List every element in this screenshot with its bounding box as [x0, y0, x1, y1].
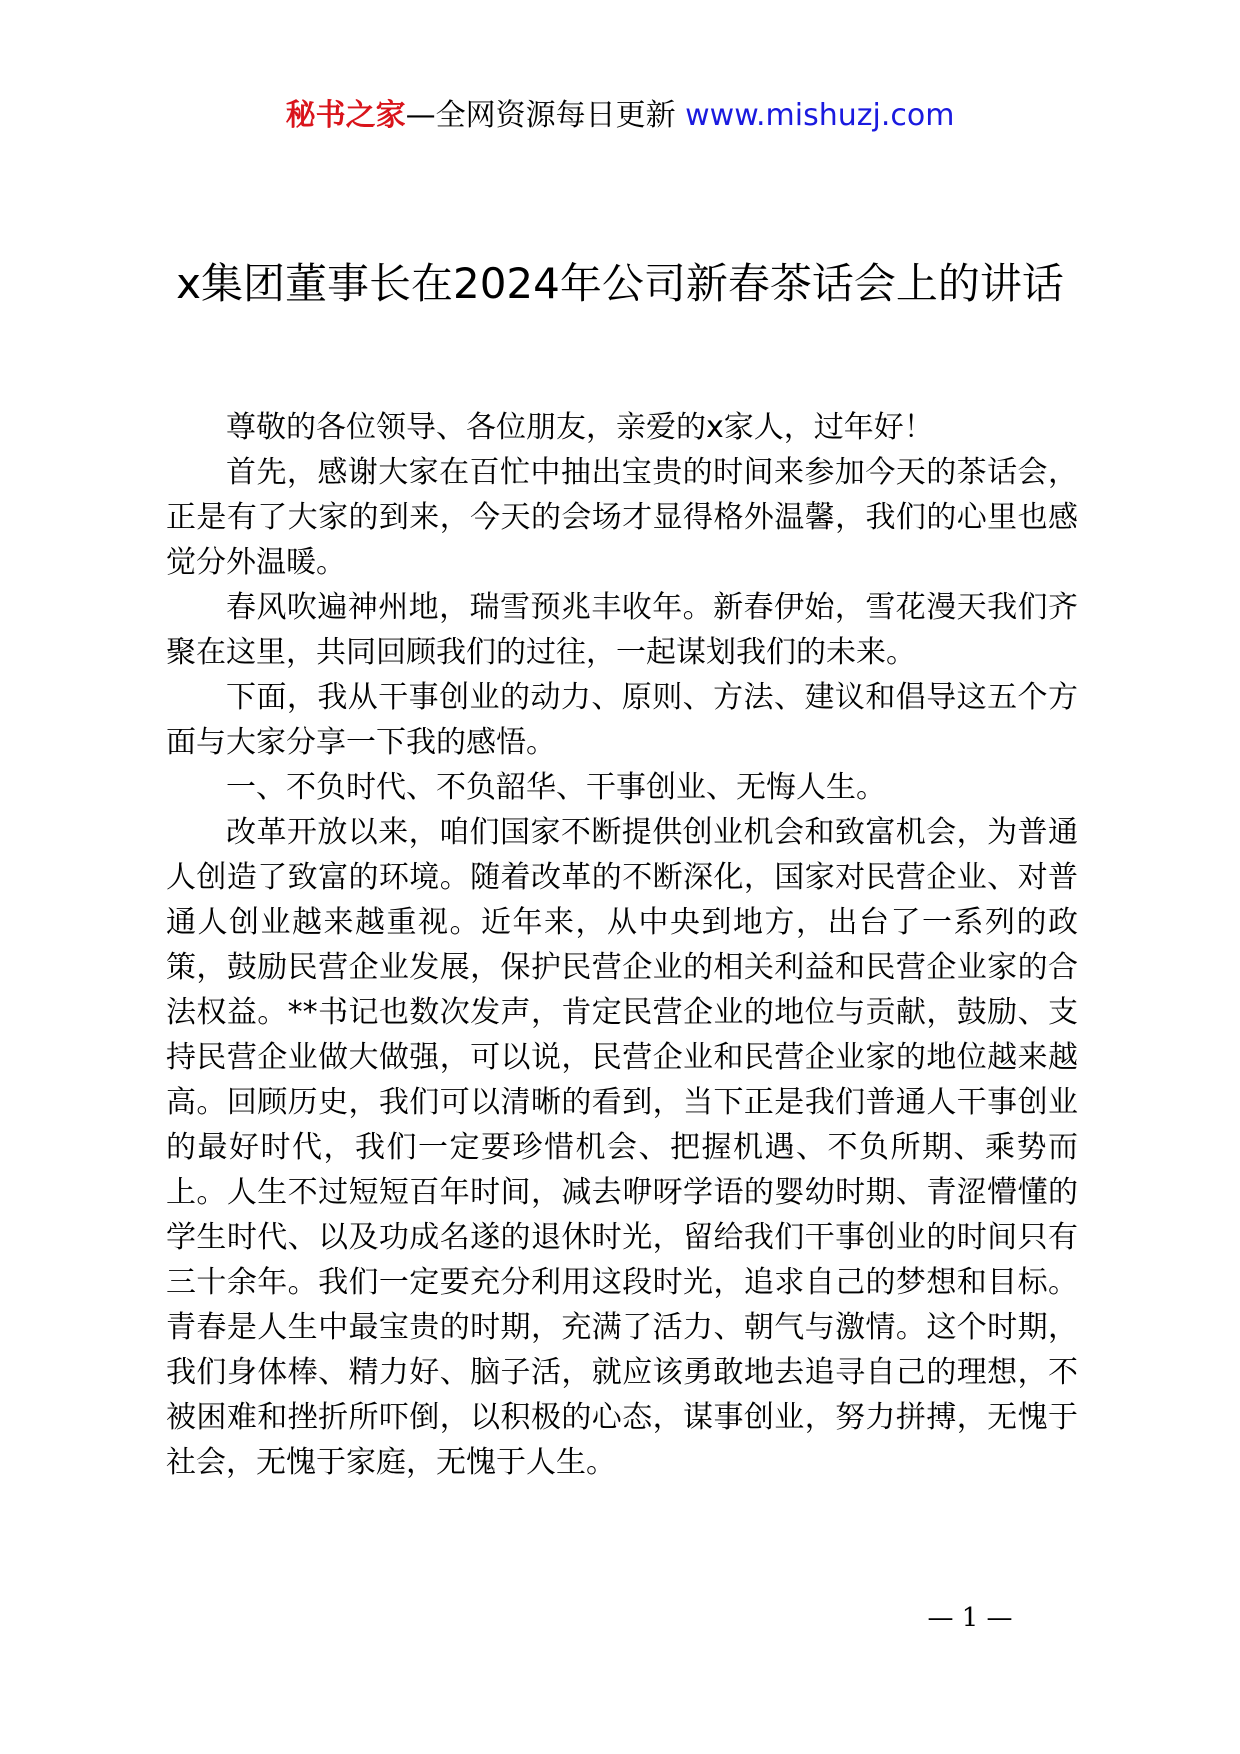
body-paragraph: 下面，我从干事创业的动力、原则、方法、建议和倡导这五个方面与大家分享一下我的感悟。 [166, 680, 1078, 760]
page-number: — 1 — [927, 1603, 1013, 1633]
body-paragraph: 首先，感谢大家在百忙中抽出宝贵的时间来参加今天的茶话会，正是有了大家的到来，今天的会场才显得格外温馨，我们的心里也感觉分外温暖。 [166, 455, 1078, 580]
body-paragraph: 尊敬的各位领导、各位朋友，亲爱的x家人，过年好！ [226, 410, 934, 445]
site-url-link[interactable]: www.mishuzj.com [685, 98, 955, 133]
section-heading: 一、不负时代、不负韶华、干事创业、无悔人生。 [226, 770, 886, 805]
body-paragraph: 改革开放以来，咱们国家不断提供创业机会和致富机会，为普通人创造了致富的环境。随着改革的不断深化，国家对民营企业、对普通人创业越来越重视。近年来，从中央到地方，出台了一系列的政策，鼓励民营企业发展，保护民营企业的相关利益和民营企业家的合法权益。**书记也数次发声，肯定民营企业的地位与贡献，鼓励、支持民营企业做大做强，可以说，民营企业和民营企业家的地位越来越高。回顾历史，我们可以清晰的看到，当下正是我们普通人干事创业的最好时代，我们一定要珍惜机会、把握机遇、不负所期、乘势而上。人生不过短短百年时间，减去咿呀学语的婴幼时期、青涩懵懂的学生时代、以及功成名遂的退休时光，留给我们干事创业的时间只有三十余年。我们一定要充分利用这段时光，追求自己的梦想和目标。青春是人生中最宝贵的时期，充满了活力、朝气与激情。这个时期，我们身体棒、精力好、脑子活，就应该勇敢地去追寻自己的理想，不被困难和挫折所吓倒，以积极的心态，谋事创业，努力拼搏，无愧于社会，无愧于家庭，无愧于人生。 [166, 815, 1078, 1480]
body-paragraph: 春风吹遍神州地，瑞雪预兆丰收年。新春伊始，雪花漫天我们齐聚在这里，共同回顾我们的过往，一起谋划我们的未来。 [166, 590, 1078, 670]
brand-name: 秘书之家 [285, 98, 406, 133]
document-body [166, 405, 1078, 1485]
header-banner [0, 96, 1240, 136]
header-tagline: —全网资源每日更新 [405, 98, 676, 133]
document-title: x集团董事长在2024年公司新春茶话会上的讲话 [176, 259, 1064, 308]
